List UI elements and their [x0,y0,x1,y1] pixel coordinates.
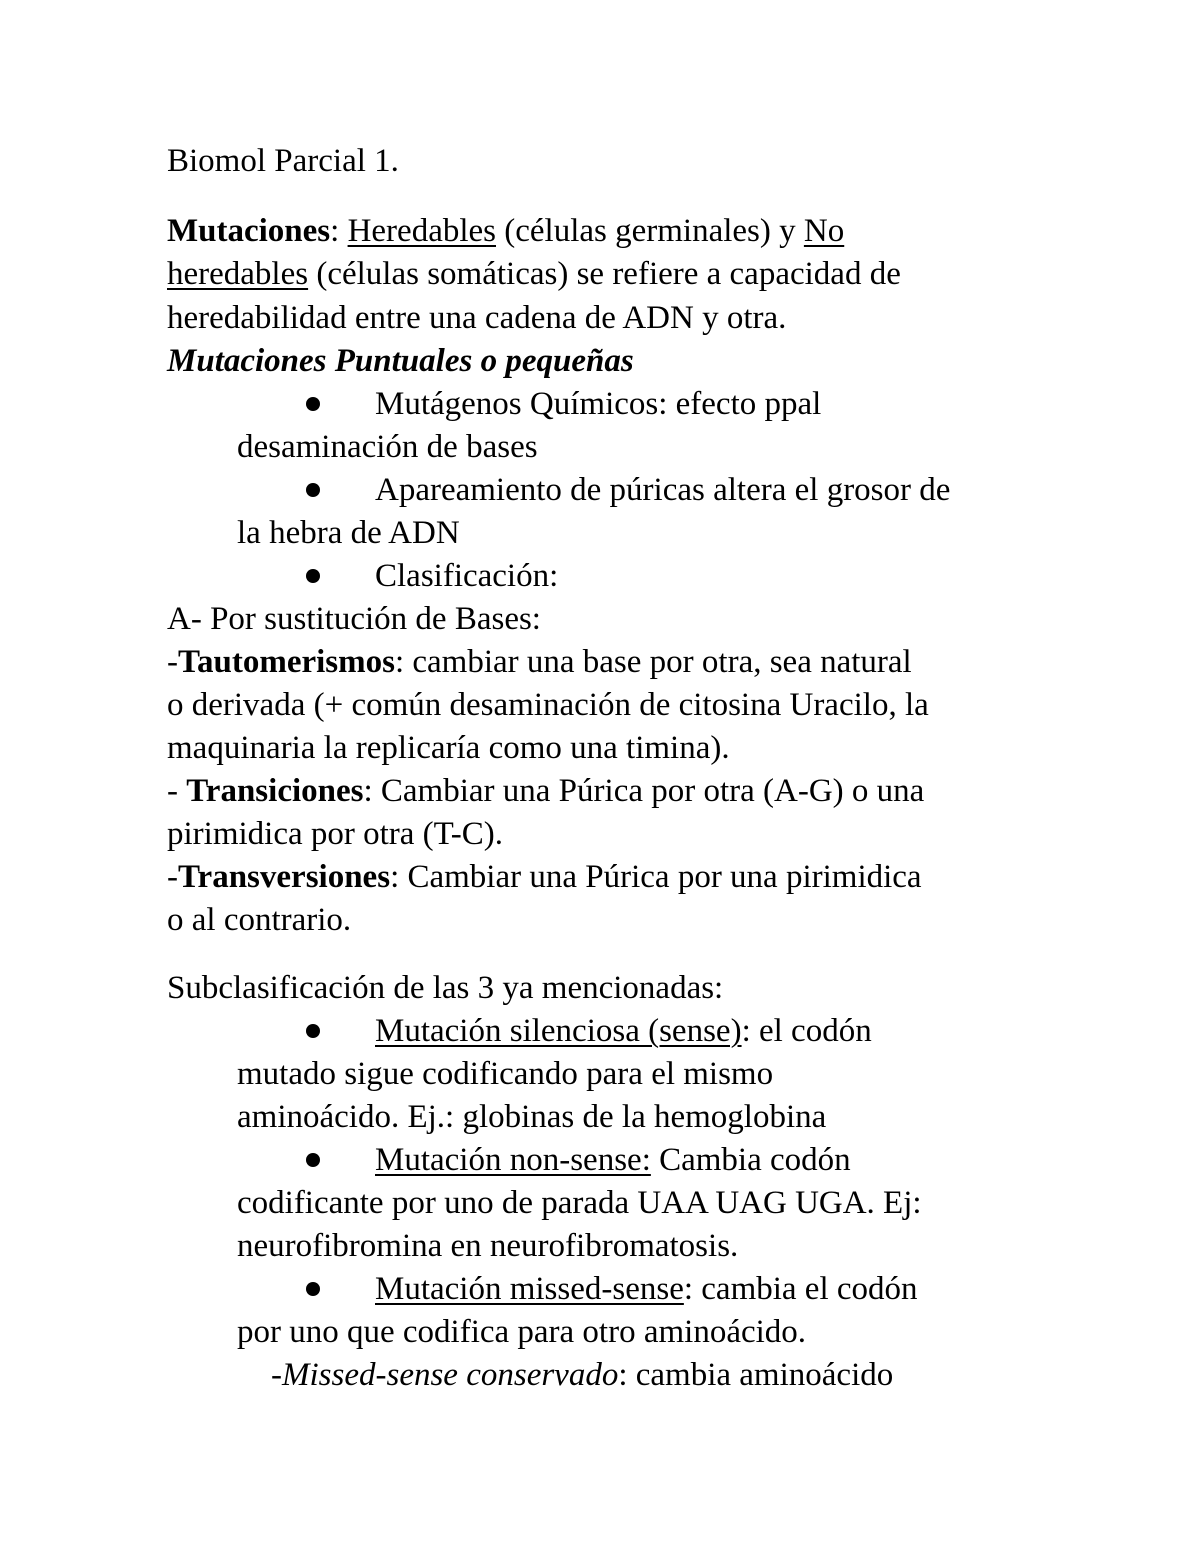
transversiones-term: Transversiones [178,859,391,895]
tautomerismos-term: Tautomerismos [178,644,395,680]
nonsense-term: Mutación non-sense: [375,1142,651,1178]
tautomerismos-line-1: -Tautomerismos: cambiar una base por otra, sea natural [167,644,912,680]
missed-sense-term: Mutación missed-sense [375,1271,684,1307]
silenciosa-line-3: aminoácido. Ej.: globinas de la hemoglobina [237,1099,827,1135]
no-term: No [803,213,845,249]
tautomerismos-line-3: maquinaria la replicaría como una timina). [167,730,730,766]
bullet-nonsense: Mutación non-sense: Cambia codón [375,1142,851,1178]
intro-line-1: Mutaciones: Heredables (células germinales) y No [167,213,845,249]
heredables-term: Heredables [347,213,496,249]
bullet-icon [306,1282,320,1296]
bullet-mutagenos: Mutágenos Químicos: efecto ppal [375,386,822,422]
bullet-apareamiento: Apareamiento de púricas altera el grosor de [375,472,951,508]
subclasificacion-heading: Subclasificación de las 3 ya mencionadas: [167,970,724,1006]
intro-line-2: heredables (células somáticas) se refiere a capacidad de [167,256,901,292]
transiciones-line-2: pirimidica por otra (T-C). [167,816,504,852]
conservado-line: -Missed-sense conservado: cambia aminoácido [271,1357,894,1393]
bullet-silenciosa: Mutación silenciosa (sense): el codón [375,1013,872,1049]
bullet-icon [306,397,320,411]
bullet-icon [306,1153,320,1167]
sustitucion-heading: A- Por sustitución de Bases: [167,601,541,637]
puntuales-heading: Mutaciones Puntuales o pequeñas [167,343,634,379]
bullet-clasificacion: Clasificación: [375,558,559,594]
missed-sense-line-2: por uno que codifica para otro aminoácido. [237,1314,807,1350]
tautomerismos-line-2: o derivada (+ común desaminación de citosina Uracilo, la [167,687,929,723]
transiciones-term: Transiciones [186,773,364,809]
transiciones-line-1: - Transiciones: Cambiar una Púrica por otra (A-G) o una [167,773,925,809]
bullet-icon [306,483,320,497]
bullet-mutagenos-cont: desaminación de bases [237,429,538,465]
transversiones-line-2: o al contrario. [167,902,352,938]
silenciosa-line-2: mutado sigue codificando para el mismo [237,1056,774,1092]
transversiones-line-1: -Transversiones: Cambiar una Púrica por una pirimidica [167,859,922,895]
bullet-apareamiento-cont: la hebra de ADN [237,515,460,551]
mutaciones-term: Mutaciones [167,213,331,249]
bullet-icon [306,1024,320,1038]
bullet-missed-sense: Mutación missed-sense: cambia el codón [375,1271,918,1307]
conservado-term: Missed-sense conservado [282,1357,619,1393]
no-heredables-term: heredables [167,256,309,292]
intro-line-3: heredabilidad entre una cadena de ADN y otra. [167,300,787,336]
document-title: Biomol Parcial 1. [167,143,399,179]
nonsense-line-3: neurofibromina en neurofibromatosis. [237,1228,739,1264]
bullet-icon [306,569,320,583]
silenciosa-term: Mutación silenciosa (sense) [375,1013,742,1049]
nonsense-line-2: codificante por uno de parada UAA UAG UGA. Ej: [237,1185,922,1221]
